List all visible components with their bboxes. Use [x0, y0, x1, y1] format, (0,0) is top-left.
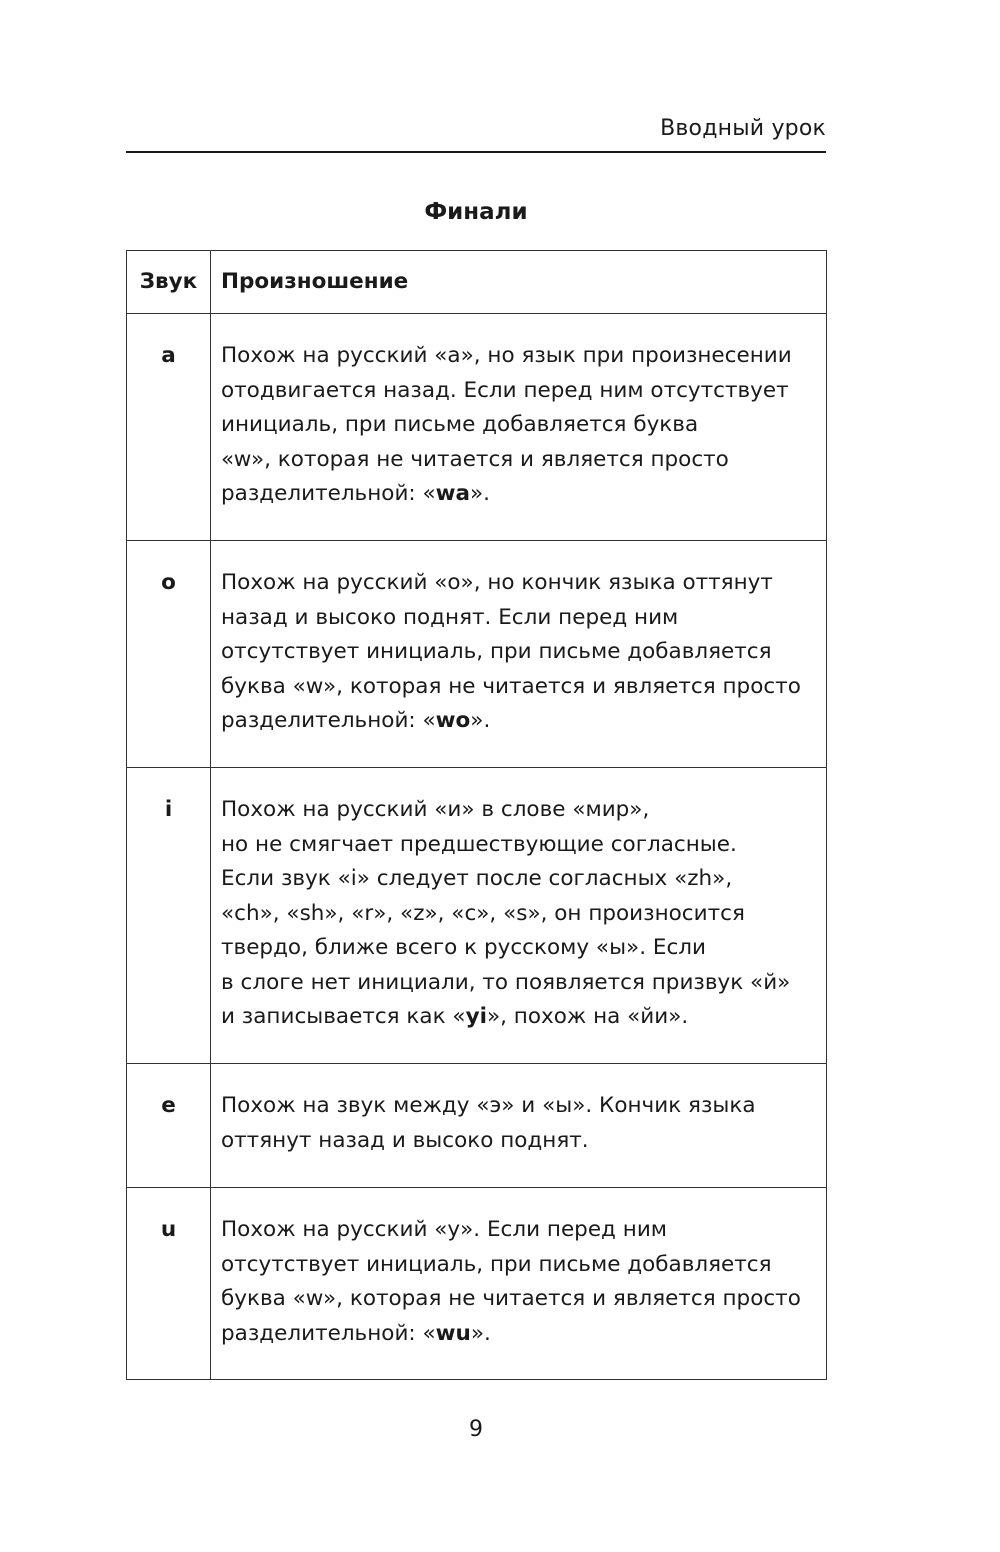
sound-label: i [164, 797, 173, 822]
sound-label: u [160, 1217, 177, 1242]
last-line-prefix: разделительной: « [221, 481, 436, 506]
pinyin-spelling: wa [435, 481, 471, 506]
pronunciation-cell [211, 1188, 827, 1380]
pronunciation-cell [211, 314, 827, 541]
description-line: буква «w», которая не читается и является просто [221, 1286, 801, 1311]
description-line: «w», которая не читается и является просто [221, 446, 729, 472]
description-line: Похож на звук между «э» и «ы». Кончик языка [221, 1093, 756, 1118]
sound-label: e [161, 1093, 176, 1118]
table-row [127, 1188, 827, 1380]
section-title: Финали [424, 199, 528, 225]
description-line: «ch», «sh», «r», «z», «c», «s», он произносится [221, 900, 745, 926]
pinyin-spelling: wo [435, 708, 471, 733]
last-line-suffix: ». [470, 1320, 491, 1346]
last-line-prefix: разделительной: « [221, 1320, 436, 1346]
table-row [127, 541, 827, 768]
description-line-last [221, 477, 820, 512]
description-line: инициаль, при письме добавляется буква [221, 412, 699, 437]
description-line: назад и высоко поднят. Если перед ним [221, 604, 679, 630]
col-header-pronunciation: Произношение [211, 251, 827, 314]
description-line: Похож на русский «у». Если перед ним [221, 1217, 668, 1242]
col-header-sound: Звук [127, 251, 211, 314]
description-line: отсутствует инициаль, при письме добавляется [221, 1251, 772, 1277]
last-line-suffix: ». [470, 481, 491, 506]
description-line: в слоге нет инициали, то появляется призвук «й» [221, 969, 791, 995]
pronunciation-cell [211, 768, 827, 1064]
last-line-prefix: и записывается как « [221, 1004, 466, 1029]
description-line: твердо, ближе всего к русскому «ы». Если [221, 935, 706, 960]
description-line: Если звук «i» следует после согласных «zh», [221, 866, 733, 891]
description-line: Похож на русский «и» в слове «мир», [221, 797, 650, 822]
page-number: 9 [469, 1417, 483, 1442]
finals-table [126, 250, 827, 1380]
table-row [127, 768, 827, 1064]
description-line: но не смягчает предшествующие согласные. [221, 831, 737, 857]
sound-label: a [161, 343, 176, 368]
pinyin-spelling: wu [435, 1320, 471, 1346]
table-row [127, 1064, 827, 1188]
sound-label: o [161, 570, 176, 595]
last-line-suffix: ». [470, 708, 491, 733]
pronunciation-cell [211, 1064, 827, 1188]
pronunciation-cell [211, 541, 827, 768]
description-line-last [221, 704, 820, 739]
last-line-prefix: разделительной: « [221, 708, 436, 733]
last-line-suffix: », похож на «йи». [486, 1004, 689, 1029]
description-line-last [221, 1000, 820, 1035]
description-line: Похож на русский «о», но кончик языка оттянут [221, 570, 773, 595]
pinyin-spelling: yi [465, 1004, 487, 1029]
table-header-row [127, 251, 827, 314]
description-line-last [221, 1317, 820, 1352]
description-line: отодвигается назад. Если перед ним отсутствует [221, 377, 789, 403]
description-line: отсутствует инициаль, при письме добавляется [221, 639, 772, 664]
description-line: Похож на русский «а», но язык при произнесении [221, 343, 792, 368]
table-row [127, 314, 827, 541]
running-head-title: Вводный урок [660, 116, 826, 141]
header-rule [126, 151, 826, 153]
description-line: оттянут назад и высоко поднят. [221, 1127, 589, 1153]
description-line: буква «w», которая не читается и является просто [221, 673, 801, 699]
